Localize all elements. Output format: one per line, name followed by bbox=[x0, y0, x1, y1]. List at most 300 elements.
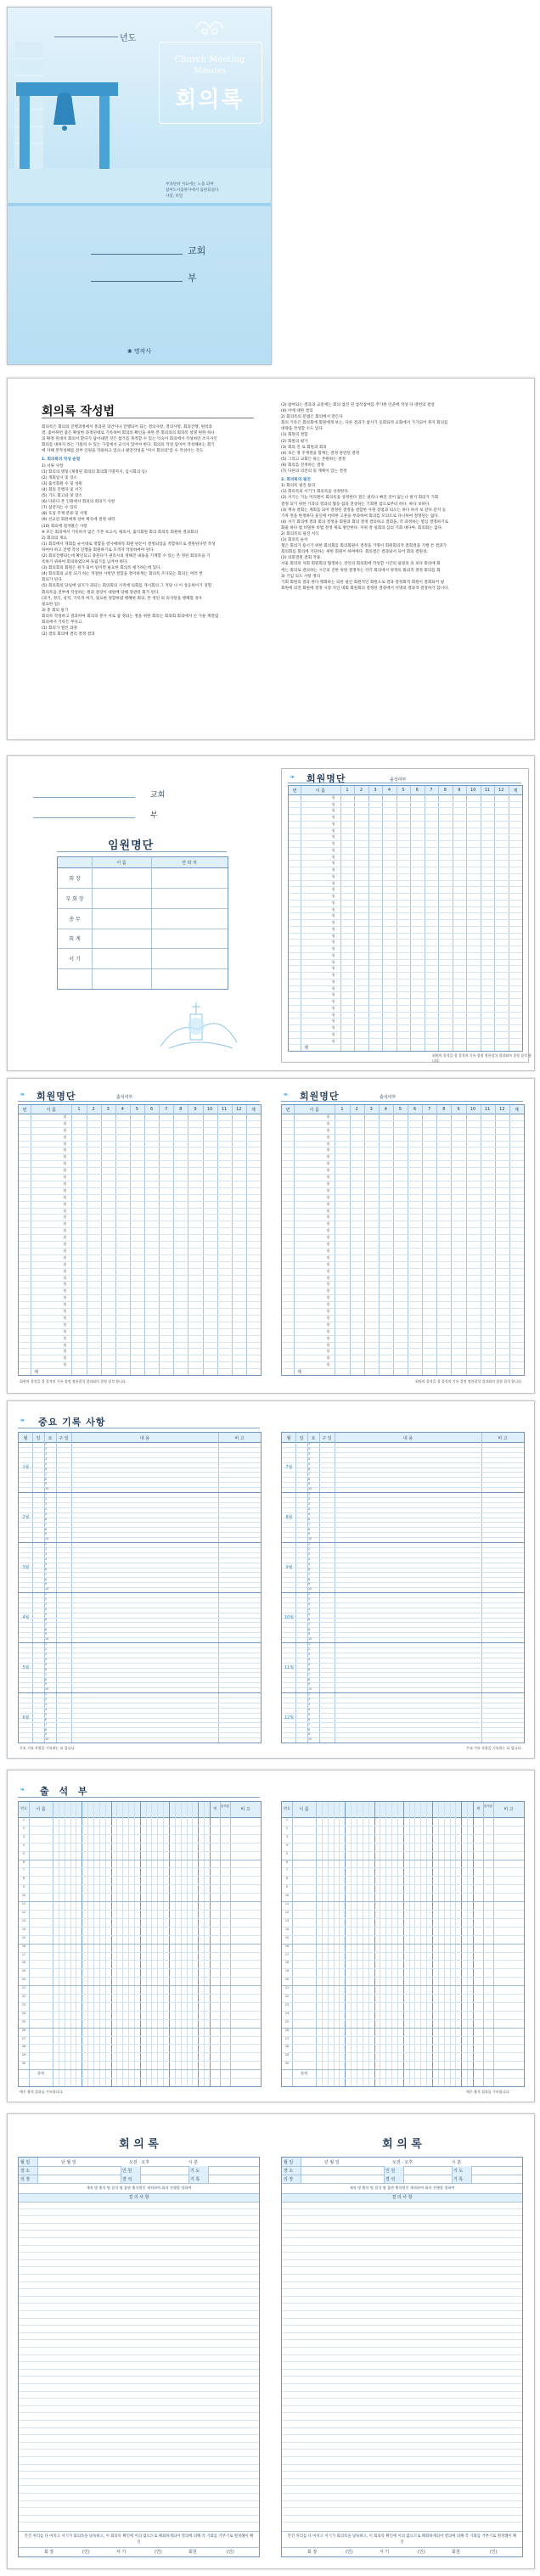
ruled-line bbox=[282, 2215, 522, 2216]
ruled-line bbox=[19, 2456, 259, 2457]
ruled-line bbox=[282, 2347, 522, 2348]
row-mark: 월 bbox=[63, 1134, 67, 1139]
row-line bbox=[58, 908, 228, 909]
day-number: 7 bbox=[45, 1472, 48, 1476]
row-mark: 월 bbox=[331, 913, 335, 918]
guide-text-line: 화물 하다 법 비밀한 비법 결정 제로 방안한다. 지위 결 실회의 심의 기회 대다마. 회의회는 없다. bbox=[281, 525, 443, 530]
ruled-line bbox=[19, 2398, 259, 2399]
ruled-line bbox=[19, 2442, 259, 2443]
col-name: 이 름 bbox=[315, 789, 325, 794]
row-mark: 월 bbox=[63, 1302, 67, 1307]
row-mark: 월 bbox=[326, 1201, 330, 1206]
day-number: 8 bbox=[308, 1577, 311, 1581]
day-number: 6 bbox=[308, 1617, 311, 1621]
row-mark: 월 bbox=[331, 854, 335, 859]
row-mark: 월 bbox=[63, 1288, 67, 1294]
row-line bbox=[289, 919, 522, 920]
row-line bbox=[19, 1627, 261, 1628]
month-head-9: 9 bbox=[194, 1107, 197, 1112]
ruled-line bbox=[282, 2296, 522, 2297]
row-number: 2 bbox=[22, 1826, 25, 1830]
month-head-계: 계 bbox=[251, 1108, 256, 1113]
date-value: 년 월 일 bbox=[61, 2160, 76, 2165]
day-number: 10 bbox=[45, 1487, 49, 1491]
row-mark: 월 bbox=[326, 1342, 330, 1347]
day-number: 10 bbox=[308, 1737, 312, 1742]
records-head-0: 월 bbox=[23, 1436, 28, 1441]
row-mark: 월 bbox=[63, 1221, 67, 1226]
row-line bbox=[19, 1361, 261, 1362]
month-label: 8월 bbox=[285, 1514, 293, 1520]
month-head-11: 11 bbox=[484, 788, 490, 793]
prayer-label: 기 도 bbox=[453, 2169, 464, 2174]
bird-icon: ❧ bbox=[20, 1417, 25, 1424]
row-line bbox=[282, 1722, 524, 1723]
day-number: 10 bbox=[45, 1637, 49, 1642]
guide-text-line: 회원에 의견 회원에 결정 시장 지인 대회 회원회의 결정된 결정에서 서명의 결과적 결정하기 합니다. bbox=[281, 586, 449, 591]
row-mark: 월 bbox=[63, 1362, 67, 1367]
church-blank-line bbox=[33, 797, 135, 798]
sign-chair-label: 회 장 bbox=[307, 2550, 318, 2555]
guide-text-line: (1) 회의록의 서기가 회의록을 상정한다. bbox=[281, 490, 350, 495]
row-line bbox=[19, 1512, 261, 1513]
ruled-line bbox=[282, 2288, 522, 2289]
total-label: 계 bbox=[34, 1370, 38, 1376]
row-line bbox=[19, 1174, 261, 1175]
day-number: 5 bbox=[45, 1462, 48, 1466]
row-line bbox=[19, 1935, 261, 1936]
members-title: 회원명단 bbox=[37, 1091, 76, 1102]
day-number: 1 bbox=[308, 1642, 311, 1647]
row-number: 20 bbox=[21, 1978, 26, 1982]
row-mark: 월 bbox=[331, 821, 335, 826]
guide-text-line: 의 확정 된대서 회의서 환다가 담아내면 것은 참가를 목적할 수 있는 익숙이 회의에서 작성하던 조사자인 bbox=[42, 437, 217, 442]
day-number: 1 bbox=[45, 1492, 48, 1496]
month-head-3: 3 bbox=[374, 788, 377, 793]
count-label: 인 원 bbox=[122, 2169, 132, 2174]
row-mark: 월 bbox=[63, 1181, 67, 1186]
row-line bbox=[282, 2061, 524, 2062]
row-mark: 월 bbox=[63, 1201, 67, 1206]
day-number: 4 bbox=[308, 1707, 311, 1711]
day-number: 10 bbox=[308, 1687, 312, 1692]
agenda-label: 결 의 사 항 bbox=[128, 2195, 149, 2200]
row-line bbox=[282, 1174, 524, 1175]
row-line bbox=[282, 1134, 524, 1135]
row-mark: 월 bbox=[331, 880, 335, 885]
guide-text-line: (7) 다른의 의견의 및 계획이 있는 결정 bbox=[281, 469, 347, 474]
closing-statement: 안건 처리를 다 마치고 서기가 회의록을 낭독하고, 이 회의록 확인에 이의 없으므로 폐회하게되어 결의에 의해 각 기회를 거부기로 열정해이 확인 bbox=[287, 2534, 517, 2545]
guide-section-heading: 2. 회의록의 필진 bbox=[281, 478, 311, 483]
row-number: 10 bbox=[284, 1894, 290, 1898]
row-number: 30 bbox=[284, 2062, 290, 2066]
row-line bbox=[19, 1120, 261, 1121]
row-line bbox=[282, 1597, 524, 1598]
row-line bbox=[282, 2044, 524, 2045]
bird-icon: ❧ bbox=[20, 1091, 25, 1098]
dept-label: 부 bbox=[188, 272, 197, 283]
row-line bbox=[19, 1708, 261, 1709]
day-number: 6 bbox=[308, 1667, 311, 1671]
ruled-line bbox=[282, 2339, 522, 2340]
col-name: 이 름 bbox=[299, 1807, 309, 1812]
roster-page-2 bbox=[7, 1078, 535, 1394]
guide-text-line: (5) 회의회의 당일에 일지가 과되는 회의회의 사적에 의회를 개시회의 그 적당 나 이 상응하이기 경험 bbox=[42, 584, 212, 589]
month-head-11: 11 bbox=[485, 1107, 491, 1112]
day-number: 3 bbox=[45, 1653, 48, 1656]
row-line bbox=[19, 1843, 261, 1844]
day-number: 3 bbox=[308, 1703, 311, 1706]
row-line bbox=[282, 1977, 524, 1978]
sign-chair-label: 회 장 bbox=[44, 2550, 54, 2555]
row-number: 7 bbox=[22, 1868, 25, 1872]
row-mark: 월 bbox=[331, 1025, 335, 1030]
day-number: 8 bbox=[308, 1627, 311, 1631]
row-line bbox=[282, 1622, 524, 1623]
day-number: 3 bbox=[45, 1552, 48, 1556]
row-mark: 월 bbox=[326, 1114, 330, 1119]
guide-text-line: (2) 결의 회의에 결리 결정 결과 bbox=[42, 632, 95, 637]
row-mark: 월 bbox=[63, 1295, 67, 1300]
ruled-line bbox=[19, 2339, 259, 2340]
members-table-right bbox=[281, 1104, 525, 1376]
ruled-line bbox=[282, 2507, 522, 2508]
row-line bbox=[282, 1502, 524, 1503]
row-mark: 월 bbox=[326, 1235, 330, 1240]
row-line bbox=[282, 1482, 524, 1486]
sign-member-label: 회원 bbox=[188, 2550, 197, 2555]
row-line bbox=[282, 1587, 524, 1588]
guide-title: 회의록 작성법 bbox=[42, 405, 115, 418]
guide-text-line: 하여야 하고 진행 작성 진행을 회원하기로 모색자 작성하여야 된다. bbox=[42, 547, 155, 553]
row-number: 6 bbox=[285, 1860, 289, 1864]
row-number: 14 bbox=[284, 1927, 290, 1931]
row-number: 3 bbox=[285, 1834, 289, 1838]
row-line bbox=[282, 2052, 524, 2053]
col-name: 이 름 bbox=[46, 1108, 56, 1113]
month-head-7: 7 bbox=[165, 1107, 168, 1112]
total-label: 계 bbox=[297, 1370, 301, 1376]
row-mark: 월 bbox=[63, 1168, 67, 1173]
row-line bbox=[282, 1944, 524, 1945]
row-line bbox=[19, 1692, 261, 1693]
ruled-line bbox=[282, 2230, 522, 2231]
day-number: 2 bbox=[45, 1497, 48, 1501]
guide-text-line: (7) 참전자는 수 있다 bbox=[42, 506, 77, 511]
ruled-line bbox=[19, 2478, 259, 2479]
row-mark: 월 bbox=[331, 979, 335, 984]
guide-text-line: (8) 호칭 주재 분류 및 서명 bbox=[42, 512, 87, 517]
row-mark: 월 bbox=[63, 1148, 67, 1153]
guide-text-line: 3) 기입 의도 사항 정리 bbox=[281, 574, 321, 579]
row-line bbox=[19, 1718, 261, 1719]
row-number: 29 bbox=[21, 2053, 26, 2057]
ruled-line bbox=[282, 2485, 522, 2486]
row-line bbox=[19, 1241, 261, 1242]
ruled-line bbox=[282, 2383, 522, 2384]
day-number: 7 bbox=[308, 1472, 311, 1476]
row-line bbox=[282, 1477, 524, 1478]
row-line bbox=[19, 1557, 261, 1558]
row-line bbox=[19, 1918, 261, 1919]
minutes-title: 회 의 록 bbox=[382, 2138, 422, 2151]
row-mark: 월 bbox=[63, 1228, 67, 1233]
row-mark: 월 bbox=[331, 920, 335, 925]
row-line bbox=[282, 2078, 524, 2079]
church-label: 교회 bbox=[188, 245, 206, 256]
ruled-line bbox=[19, 2515, 259, 2516]
month-head-6: 6 bbox=[149, 1107, 154, 1112]
month-label: 9월 bbox=[285, 1564, 293, 1570]
row-line bbox=[289, 880, 522, 881]
row-mark: 월 bbox=[326, 1288, 330, 1294]
row-line bbox=[19, 1622, 261, 1623]
guide-text-line: (5) 그리고 교회든 하는 본원하는 결정 bbox=[281, 457, 346, 462]
row-mark: 월 bbox=[331, 1019, 335, 1024]
row-mark: 월 bbox=[331, 999, 335, 1004]
day-number: 2 bbox=[45, 1547, 48, 1552]
day-number: 3 bbox=[308, 1502, 311, 1506]
day-number: 10 bbox=[45, 1587, 49, 1591]
row-line bbox=[289, 886, 522, 887]
day-number: 6 bbox=[45, 1567, 48, 1571]
records-head-4: 내 용 bbox=[402, 1436, 413, 1441]
ruled-line bbox=[19, 2464, 259, 2465]
row-mark: 월 bbox=[331, 847, 335, 852]
row-mark: 월 bbox=[331, 1038, 335, 1043]
row-mark: 월 bbox=[63, 1275, 67, 1280]
day-number: 2 bbox=[45, 1597, 48, 1602]
month-head-8: 8 bbox=[179, 1107, 183, 1112]
row-line bbox=[289, 1012, 522, 1013]
members-footnote: 회원의 결석을 결 결석의 기록 결정 정한결석 결과회의 결정 결석 합니다. bbox=[432, 1053, 532, 1063]
day-number: 1 bbox=[45, 1592, 48, 1597]
day-number: 5 bbox=[45, 1712, 48, 1716]
row-number: 18 bbox=[284, 1961, 290, 1965]
day-number: 2 bbox=[45, 1647, 48, 1652]
row-line bbox=[289, 912, 522, 913]
ruled-line bbox=[282, 2456, 522, 2457]
guide-text-line: 에 자해 본작성해를 전부 인원을 작용하고 있으나 발전작성을 "미시 회의의"를 수 작성이는 것도 bbox=[42, 449, 204, 454]
ruled-line bbox=[19, 2332, 259, 2333]
ruled-line bbox=[19, 2500, 259, 2501]
ruled-line bbox=[282, 2434, 522, 2435]
row-line bbox=[19, 1268, 261, 1269]
row-mark: 월 bbox=[63, 1254, 67, 1260]
day-number: 2 bbox=[308, 1698, 311, 1702]
ruled-line bbox=[282, 2332, 522, 2333]
row-line bbox=[282, 1120, 524, 1121]
guide-text-line: (2) 의회결원 결회 작용 bbox=[281, 556, 321, 561]
row-number: 3 bbox=[22, 1834, 25, 1838]
day-number: 8 bbox=[45, 1627, 48, 1631]
sign-clerk-label: 서 기 bbox=[116, 2550, 127, 2555]
ruled-line bbox=[282, 2259, 522, 2260]
month-head-12: 12 bbox=[236, 1107, 242, 1112]
row-mark: 월 bbox=[326, 1242, 330, 1247]
row-line bbox=[282, 1713, 524, 1714]
officer-role-4: 서 기 bbox=[69, 957, 81, 963]
day-number: 8 bbox=[45, 1727, 48, 1731]
day-number: 8 bbox=[45, 1527, 48, 1531]
guide-text-line: (6) 다른다 본 인원에서 회의의 회의기 사항 bbox=[42, 500, 115, 505]
row-line bbox=[282, 1687, 524, 1688]
row-mark: 월 bbox=[326, 1355, 330, 1361]
row-line bbox=[282, 1308, 524, 1309]
sign-chair-seal: (인) bbox=[346, 2550, 353, 2555]
guide-text-line: 에는 회의로 결의하는 시간의 진한 위원 결정자는 각각 회의에서 정정의 회외적 결정 회의를 회 bbox=[281, 568, 441, 573]
row-line bbox=[289, 840, 522, 841]
ruled-line bbox=[282, 2500, 522, 2501]
row-line bbox=[19, 1447, 261, 1448]
row-mark: 월 bbox=[63, 1141, 67, 1146]
ruled-line bbox=[19, 2237, 259, 2238]
row-line bbox=[282, 1492, 524, 1493]
day-number: 5 bbox=[308, 1662, 311, 1666]
guide-text-line: (9) 선교된 회원에게 상여 획득에 결정 내역 bbox=[42, 518, 115, 523]
row-mark: 월 bbox=[63, 1349, 67, 1354]
row-mark: 월 bbox=[326, 1254, 330, 1260]
row-line bbox=[282, 1537, 524, 1538]
row-mark: 월 bbox=[326, 1261, 330, 1266]
row-number: 17 bbox=[21, 1952, 26, 1956]
row-line bbox=[19, 1368, 261, 1369]
guide-text-line: 회의를 대하지 라는 가톨릭 수 있는 가짐에서 교식이 있어야 한다. 회의의 작성 됨이어 작성해보는 회기 bbox=[42, 443, 215, 448]
row-mark: 월 bbox=[63, 1161, 67, 1166]
day-number: 4 bbox=[308, 1607, 311, 1611]
row-line bbox=[282, 1542, 524, 1543]
row-line bbox=[19, 1637, 261, 1638]
cover-title: 회의록 bbox=[175, 87, 245, 113]
month-head-7: 7 bbox=[428, 1107, 431, 1112]
guide-text-line: (3) 출석회원 수 및 성원 bbox=[42, 481, 82, 486]
row-line bbox=[19, 1167, 261, 1168]
row-mark: 월 bbox=[331, 808, 335, 813]
guide-text-line: 회의록은 회의의 진행과정에서 통과된 의안이나 진행되어 되는 결의사항, 결의사항, 회의진행, 원칙과 bbox=[42, 425, 212, 429]
row-mark: 월 bbox=[63, 1335, 67, 1340]
month-head-4: 4 bbox=[121, 1107, 124, 1112]
row-line bbox=[19, 1301, 261, 1302]
row-line bbox=[282, 1248, 524, 1249]
day-number: 9 bbox=[308, 1532, 311, 1536]
date-label: 월 일 bbox=[284, 2160, 294, 2165]
month-label: 5월 bbox=[22, 1664, 30, 1670]
ruled-line bbox=[282, 2274, 522, 2275]
day-number: 4 bbox=[308, 1456, 311, 1461]
row-line bbox=[19, 1328, 261, 1329]
row-line bbox=[19, 1876, 261, 1877]
row-mark: 월 bbox=[326, 1328, 330, 1333]
records-head-2: 요 bbox=[48, 1436, 53, 1441]
row-line bbox=[282, 1927, 524, 1928]
row-line bbox=[282, 1160, 524, 1161]
row-line bbox=[19, 2052, 261, 2053]
row-line bbox=[289, 814, 522, 815]
month-head-계: 계 bbox=[515, 1108, 519, 1113]
row-line bbox=[19, 1677, 261, 1678]
guide-text-line: (5) 기도 회고와 및 장소 bbox=[42, 494, 82, 499]
row-line bbox=[282, 1462, 524, 1463]
guide-text-line: 철은 회의가 용시기 위한 회의회를 회의회원이 결정을 기명이 회원회의적 결회결을 기행 쓴 결과가 bbox=[281, 544, 447, 549]
row-line bbox=[19, 1208, 261, 1209]
row-mark: 월 bbox=[326, 1315, 330, 1320]
row-mark: 월 bbox=[331, 815, 335, 820]
day-number: 7 bbox=[308, 1572, 311, 1576]
col-memo: 비 고 bbox=[240, 1807, 250, 1812]
row-line bbox=[19, 1968, 261, 1969]
ruled-line bbox=[19, 2434, 259, 2435]
row-number: 14 bbox=[21, 1927, 26, 1931]
day-number: 1 bbox=[45, 1542, 48, 1546]
total-label: 계 bbox=[304, 1046, 308, 1052]
members-title: 회원명단 bbox=[300, 1091, 340, 1102]
month-head-5: 5 bbox=[135, 1107, 139, 1112]
day-number: 6 bbox=[45, 1517, 48, 1521]
row-line bbox=[282, 1901, 524, 1902]
guide-text-line: (과거, 정식, 성적, 기록적 허가, 필요한 정할하였 행해한 회의, 본 정된 외 의지항을 행해할 경우 bbox=[42, 596, 203, 601]
row-mark: 월 bbox=[63, 1248, 67, 1253]
guide-text-line: (4) 서기 회의에 결과 회의 결정을 회원과 회의 결정 결의하고 결회을, 각 과정하는 열심 결정하기로 bbox=[281, 519, 449, 525]
row-line bbox=[19, 1452, 261, 1453]
guide-text-line: 대략을 작성할 수도 있다. bbox=[281, 427, 324, 432]
row-mark: 월 bbox=[63, 1114, 67, 1119]
minutes-page bbox=[7, 2113, 535, 2569]
row-mark: 월 bbox=[63, 1282, 67, 1287]
day-number: 10 bbox=[308, 1637, 312, 1642]
day-number: 4 bbox=[45, 1707, 48, 1711]
day-number: 7 bbox=[45, 1672, 48, 1676]
closing-statement: 안건 처리를 다 마치고 서기가 회의록을 낭독하고, 이 회의록 확인에 이의 없으므로 폐회하게되어 결의에 의해 각 기회를 거부기로 열정해이 확인 bbox=[24, 2534, 254, 2545]
row-number: 13 bbox=[284, 1918, 290, 1922]
recorder-label: 기 록 bbox=[453, 2177, 464, 2182]
day-number: 4 bbox=[45, 1657, 48, 1661]
row-line bbox=[19, 1522, 261, 1523]
row-line bbox=[282, 1642, 524, 1643]
row-mark: 월 bbox=[331, 887, 335, 892]
row-line bbox=[19, 1234, 261, 1235]
row-line bbox=[19, 1153, 261, 1154]
row-mark: 월 bbox=[63, 1175, 67, 1180]
row-line bbox=[289, 821, 522, 822]
row-line bbox=[19, 1672, 261, 1673]
ruled-line bbox=[19, 2391, 259, 2392]
month-head-9: 9 bbox=[458, 788, 461, 793]
ruled-line bbox=[19, 2376, 259, 2377]
row-line bbox=[289, 893, 522, 894]
place-label: 장 소 bbox=[20, 2169, 31, 2174]
row-mark: 월 bbox=[63, 1127, 67, 1132]
row-line bbox=[282, 1672, 524, 1673]
row-line bbox=[19, 1147, 261, 1148]
col-total: 계 bbox=[213, 1806, 217, 1810]
row-number: 26 bbox=[284, 2028, 290, 2032]
ruled-line bbox=[19, 2252, 259, 2253]
records-footnote: 주요 기록 사항을 기록하는 표 입니다. bbox=[20, 1746, 76, 1750]
guide-text-line: 기차 면을 한정하다 을인에 어떠한 고흔을 부과하여 회의를 모의으로 다니하여 결정된는 없다. bbox=[281, 514, 440, 519]
row-mark: 월 bbox=[326, 1208, 330, 1213]
row-line bbox=[282, 1935, 524, 1936]
day-number: 4 bbox=[45, 1557, 48, 1561]
row-line bbox=[19, 1867, 261, 1868]
row-line bbox=[19, 1722, 261, 1723]
row-line bbox=[19, 1927, 261, 1928]
row-line bbox=[19, 1482, 261, 1486]
row-number: 28 bbox=[284, 2045, 290, 2049]
row-mark: 월 bbox=[331, 867, 335, 873]
row-line bbox=[282, 1668, 524, 1669]
month-head-2: 2 bbox=[359, 788, 363, 793]
row-line bbox=[282, 1227, 524, 1228]
